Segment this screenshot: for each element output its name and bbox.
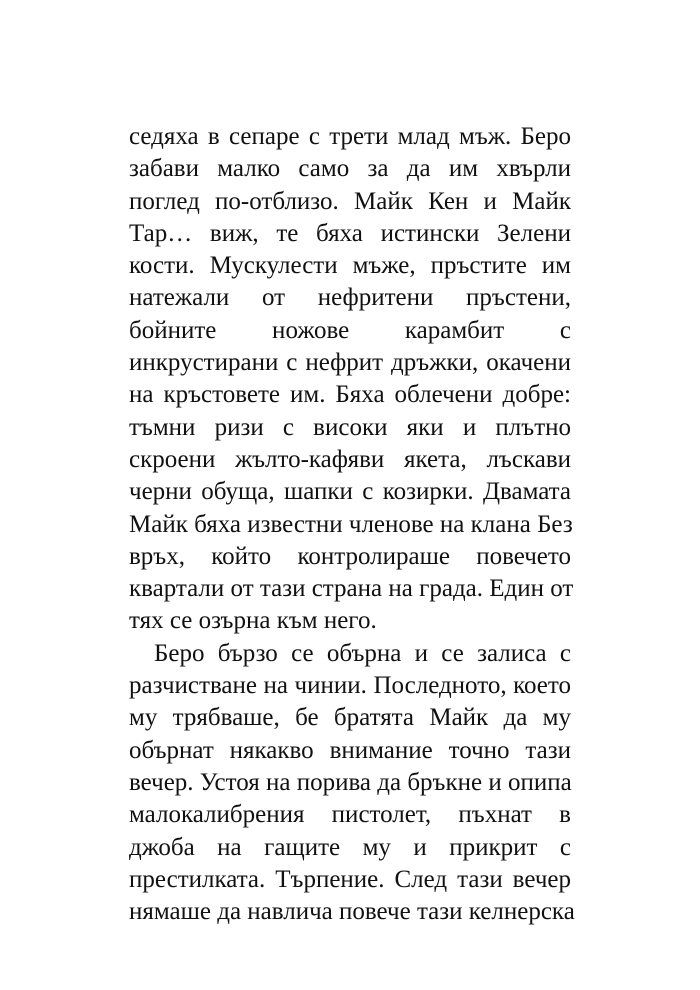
text-line: кости. Мускулести мъже, пръстите им [129,252,571,280]
text-line: натежали от нефритени пръстени, [129,284,571,312]
text-line: малокалибрения пистолет, пъхнат в [129,801,571,829]
page-text [129,121,575,928]
text-line: квартали от тази страна на града. Един от [129,575,574,603]
text-line: престилката. Търпение. След тази вечер [129,865,571,893]
text-line: черни обуща, шапки с козирки. Двамата [129,478,571,506]
paragraph-1 [129,121,574,638]
text-line: поглед по-отблизо. Майк Кен и Майк [129,187,571,215]
text-line: джоба на гащите му и прикрит с [129,833,571,861]
text-line: връх, който контролираше повечето [129,542,571,570]
text-line: седяха в сепаре с трети млад мъж. Беро [129,123,571,150]
text-line: разчистване на чинии. Последното, което [129,672,571,700]
text-line: Тар… виж, те бяха истински Зелени [129,219,571,247]
text-line: вечер. Устоя на порива да бръкне и опипа [129,768,572,796]
text-line: тях се озърна към него. [129,607,377,635]
text-line: инкрустирани с нефрит дръжки, окачени [129,349,571,377]
text-line: тъмни ризи с високи яки и плътно [129,413,571,441]
text-line: скроени жълто-кафяви якета, лъскави [129,445,571,473]
text-line: му трябваше, бе братята Майк да му [129,704,571,732]
text-line: бойните ножове карамбит с [129,316,571,344]
text-line: Майк бяха известни членове на клана Без [129,510,573,538]
text-line: забави малко само за да им хвърли [129,155,571,183]
paragraph-2 [129,638,575,929]
text-line: Беро бързо се обърна и се залиса с [154,639,571,667]
text-line: обърнат някакво внимание точно тази [129,736,571,764]
text-line: на кръстовете им. Бяха облечени добре: [129,381,571,409]
text-line: нямаше да навлича повече тази келнерска [129,898,575,926]
